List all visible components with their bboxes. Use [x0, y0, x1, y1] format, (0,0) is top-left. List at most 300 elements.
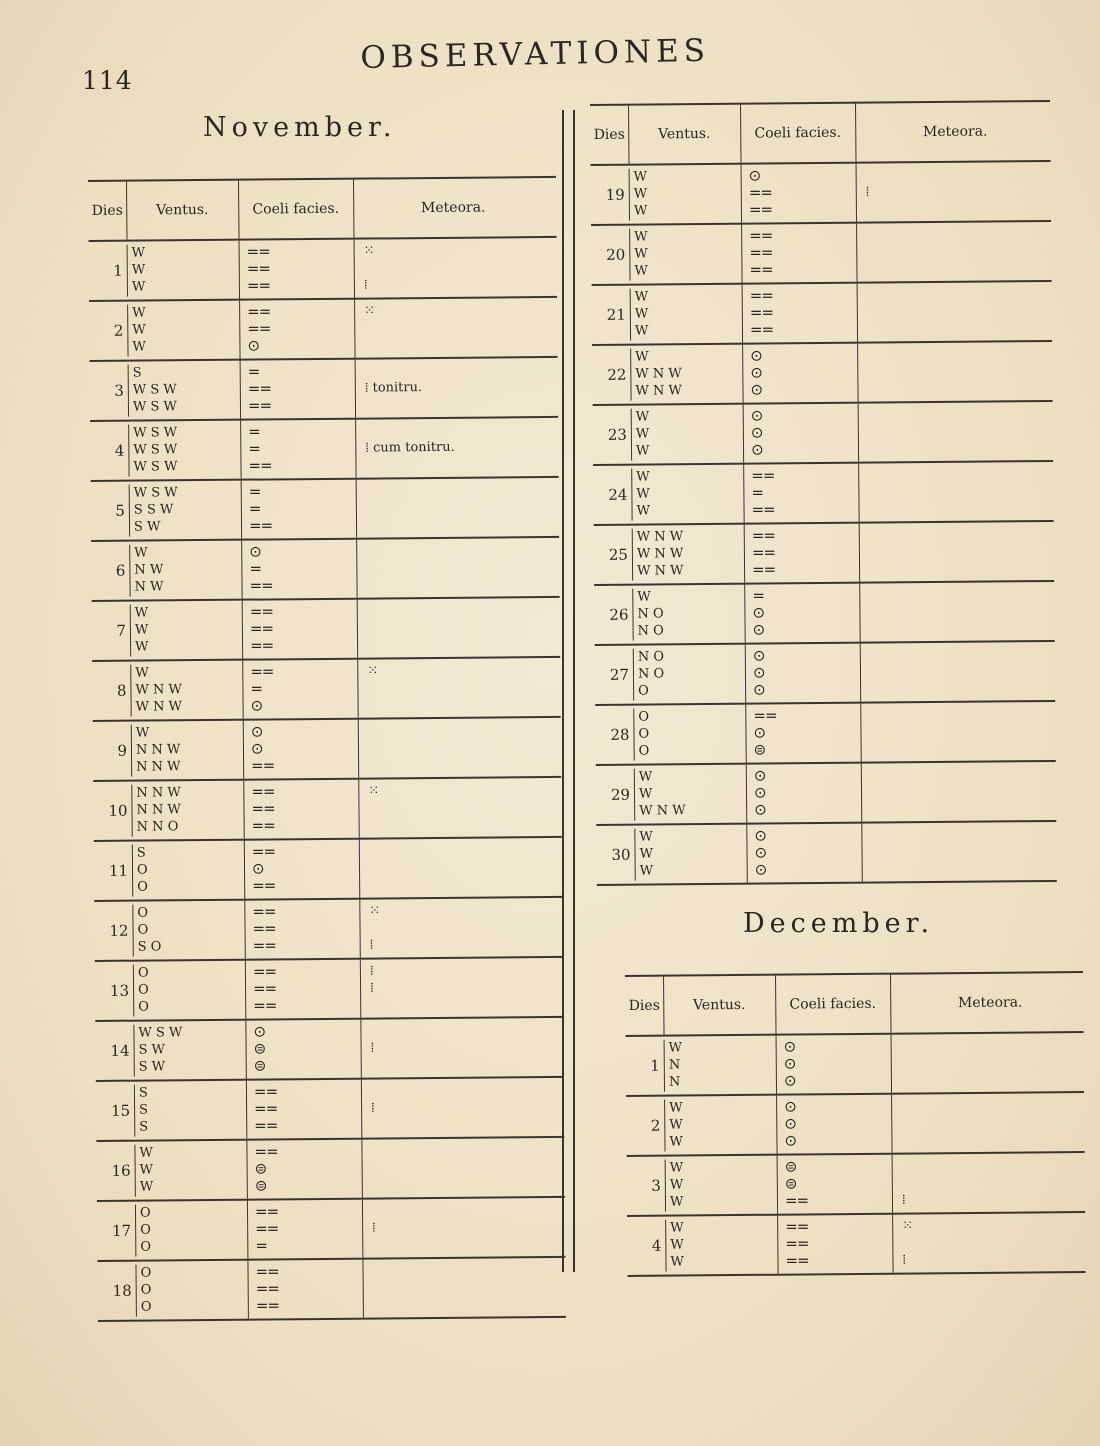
- wind-entry: O: [137, 905, 149, 921]
- wind-entry: W N W: [636, 529, 684, 545]
- meteora-entry: ⁞: [369, 963, 374, 979]
- wind-entry: N W: [134, 562, 164, 578]
- meteora-entry: [367, 678, 567, 697]
- day-number: 7: [116, 621, 127, 640]
- wind-entry: N: [668, 1074, 681, 1090]
- day-number: 4: [651, 1236, 662, 1255]
- table-row: [93, 718, 562, 782]
- sky-symbol: ==: [254, 1116, 278, 1135]
- sky-cell: [252, 843, 352, 896]
- table-row: [89, 298, 558, 362]
- table-row: [591, 222, 1052, 286]
- meteora-entry: [902, 1233, 1100, 1252]
- sky-symbol: ==: [251, 816, 275, 835]
- wind-entry: N W: [134, 579, 164, 595]
- wind-entry: S: [132, 365, 142, 381]
- wind-entry: W: [639, 829, 653, 845]
- meteora-entry: [867, 302, 1067, 321]
- wind-entry: W S W: [133, 459, 178, 475]
- table-header: [590, 100, 1051, 166]
- wind-cell: [632, 528, 742, 581]
- sky-cell: [752, 527, 852, 580]
- meteora-entry: ⁞: [370, 1040, 375, 1056]
- wind-entry: N N O: [136, 819, 179, 835]
- sky-symbol: ==: [248, 516, 273, 535]
- sky-symbol: ==: [254, 1202, 279, 1221]
- wind-entry: O: [140, 1299, 152, 1315]
- wind-entry: W: [633, 186, 648, 202]
- header-ventus: Ventus.: [657, 125, 711, 143]
- meteora-entry: [867, 345, 1067, 364]
- meteora-entry: [372, 1261, 572, 1280]
- wind-entry: O: [137, 965, 149, 981]
- day-number: 4: [114, 441, 125, 460]
- meteora-entry: [901, 1113, 1100, 1132]
- wind-cell: [133, 1024, 243, 1077]
- meteora-cell: [867, 345, 1067, 399]
- sky-symbol: ⊜: [253, 1056, 266, 1075]
- meteora-cell: [371, 1081, 571, 1135]
- meteora-entry: [871, 765, 1071, 784]
- sky-symbol: ==: [785, 1217, 809, 1236]
- header-ventus: Ventus.: [155, 201, 209, 219]
- meteora-entry: [367, 635, 567, 654]
- sky-symbol: ==: [255, 1219, 279, 1238]
- wind-entry: W: [634, 323, 649, 339]
- meteora-entry: [869, 559, 1069, 578]
- meteora-entry: [364, 335, 564, 354]
- wind-entry: W: [636, 486, 650, 502]
- meteora-cell: [367, 661, 567, 715]
- sky-symbol: =: [249, 559, 262, 578]
- meteora-entry: [866, 259, 1066, 278]
- sky-symbol: ⊙: [250, 696, 263, 715]
- sky-cell: [255, 1203, 355, 1256]
- wind-entry: O: [638, 743, 650, 759]
- day-number: 8: [116, 681, 127, 700]
- meteora-cell: [901, 1036, 1100, 1090]
- sky-symbol: ==: [749, 320, 774, 339]
- day-number: 17: [111, 1221, 132, 1240]
- december-table: [625, 971, 1086, 1277]
- sky-symbol: ⊙: [752, 663, 765, 682]
- sky-symbol: ==: [252, 936, 276, 955]
- meteora-entry: [902, 1156, 1100, 1175]
- meteora-entry: ⁞: [369, 937, 374, 953]
- wind-entry: O: [638, 726, 650, 742]
- table-header: [625, 971, 1084, 1037]
- wind-entry: N N W: [135, 742, 181, 758]
- sky-symbol: ==: [247, 302, 271, 321]
- sky-symbol: ⊙: [783, 1054, 796, 1073]
- meteora-entry: ⁞: [865, 184, 870, 200]
- meteora-cell: [372, 1261, 572, 1315]
- table-row: [627, 1153, 1086, 1217]
- sky-cell: [785, 1158, 885, 1211]
- wind-cell: [634, 828, 744, 881]
- meteora-entry: [901, 1070, 1100, 1089]
- wind-cell: [664, 1039, 774, 1092]
- sky-symbol: ==: [251, 782, 275, 801]
- day-number: 3: [114, 381, 124, 400]
- day-number: 1: [113, 261, 123, 280]
- meteora-entry: [366, 541, 566, 560]
- sky-cell: [247, 303, 347, 356]
- meteora-entry: [869, 542, 1069, 561]
- sky-cell: [784, 1098, 884, 1151]
- meteora-cell: [364, 301, 564, 355]
- table-row: [97, 1258, 566, 1322]
- wind-entry: W: [635, 443, 650, 459]
- wind-entry: W N W: [635, 366, 682, 382]
- wind-entry: N N W: [136, 759, 181, 775]
- header-dies: Dies: [593, 126, 625, 143]
- meteora-entry: [871, 842, 1071, 861]
- wind-entry: S O: [137, 939, 162, 955]
- meteora-entry: ⁞: [372, 1220, 376, 1236]
- meteora-entry: ⁙: [363, 243, 375, 259]
- wind-entry: W S W: [138, 1025, 183, 1041]
- wind-entry: N O: [637, 623, 664, 639]
- wind-cell: [633, 648, 743, 701]
- meteora-entry: [871, 739, 1071, 758]
- sky-cell: [253, 963, 353, 1016]
- sky-symbol: ⊜: [784, 1174, 797, 1193]
- meteora-entry: [368, 721, 568, 740]
- wind-entry: W: [135, 639, 149, 655]
- meteora-entry: [365, 395, 565, 414]
- meteora-entry: [868, 405, 1068, 424]
- sky-symbol: ==: [749, 303, 774, 322]
- wind-entry: N O: [637, 606, 664, 622]
- wind-entry: W: [670, 1237, 684, 1253]
- meteora-cell: [370, 961, 570, 1015]
- meteora-entry: [872, 859, 1072, 878]
- wind-cell: [131, 724, 241, 777]
- sky-symbol: ==: [254, 1099, 278, 1118]
- wind-entry: W: [131, 279, 146, 295]
- wind-cell: [127, 304, 237, 357]
- meteora-entry: [371, 1055, 571, 1074]
- table-row: [593, 402, 1054, 466]
- meteora-cell: [871, 825, 1071, 879]
- sky-symbol: ==: [246, 276, 271, 295]
- wind-entry: O: [139, 1205, 151, 1221]
- wind-entry: N O: [637, 666, 665, 682]
- sky-symbol: ==: [749, 243, 773, 262]
- wind-entry: O: [137, 879, 148, 895]
- day-number: 19: [605, 185, 625, 204]
- sky-symbol: ⊙: [754, 843, 767, 862]
- wind-cell: [135, 1204, 245, 1257]
- november-table-continued: [590, 100, 1057, 886]
- sky-symbol: ⊜: [753, 740, 766, 759]
- meteora-entry: [370, 995, 570, 1014]
- sky-symbol: =: [751, 483, 764, 502]
- meteora-entry: ⁞: [369, 980, 374, 996]
- meteora-cell: [869, 525, 1069, 579]
- day-number: 24: [608, 485, 628, 504]
- meteora-cell: [868, 465, 1068, 519]
- meteora-entry: ⁞: [901, 1192, 906, 1208]
- wind-entry: W N W: [637, 563, 684, 579]
- wind-cell: [630, 348, 740, 401]
- meteora-entry: [366, 558, 566, 577]
- sky-cell: [250, 603, 350, 656]
- sky-symbol: ⊙: [249, 542, 261, 561]
- header-coeli: Coeli facies.: [789, 995, 877, 1013]
- wind-entry: W: [669, 1194, 684, 1210]
- meteora-entry: [368, 738, 568, 757]
- table-row: [591, 162, 1052, 226]
- sky-symbol: ⊙: [753, 723, 766, 742]
- wind-entry: W N W: [635, 383, 682, 399]
- november-heading: November.: [203, 112, 397, 143]
- sky-symbol: ==: [255, 1279, 279, 1298]
- sky-symbol: ==: [249, 636, 274, 655]
- meteora-entry: [871, 782, 1071, 801]
- wind-entry: W: [669, 1177, 684, 1193]
- sky-symbol: ==: [785, 1251, 809, 1270]
- sky-symbol: ==: [255, 1262, 279, 1281]
- wind-entry: W: [135, 725, 150, 741]
- meteora-entry: [869, 525, 1069, 544]
- meteora-cell: [368, 781, 568, 835]
- sky-symbol: ⊙: [784, 1114, 796, 1133]
- meteora-entry: ⁙: [368, 783, 380, 799]
- day-number: 13: [109, 981, 130, 1000]
- sky-cell: [753, 647, 853, 700]
- wind-entry: W: [634, 229, 648, 245]
- wind-entry: O: [138, 982, 149, 998]
- sky-symbol: ==: [247, 396, 272, 415]
- meteora-entry: [364, 258, 564, 277]
- meteora-entry: ⁙: [364, 303, 376, 319]
- wind-cell: [134, 1084, 244, 1137]
- sky-symbol: ==: [749, 286, 773, 305]
- wind-entry: O: [140, 1265, 152, 1281]
- wind-cell: [665, 1159, 775, 1212]
- meteora-cell: [369, 841, 569, 895]
- wind-entry: W: [634, 306, 649, 322]
- wind-cell: [634, 768, 744, 821]
- sky-symbol: ==: [251, 799, 275, 818]
- wind-cell: [128, 364, 238, 417]
- header-meteora: Meteora.: [957, 994, 1023, 1012]
- sky-cell: [249, 543, 349, 596]
- meteora-entry: [901, 1130, 1100, 1149]
- sky-symbol: ==: [753, 706, 777, 725]
- sky-symbol: =: [247, 362, 260, 381]
- wind-entry: W: [135, 665, 149, 681]
- sky-symbol: ⊙: [750, 423, 763, 442]
- table-header: [88, 176, 557, 242]
- sky-symbol: ⊙: [251, 859, 264, 878]
- header-meteora: Meteora.: [420, 199, 486, 217]
- day-number: 27: [609, 665, 630, 684]
- meteora-entry: [365, 421, 565, 440]
- meteora-cell: [871, 765, 1071, 819]
- meteora-entry: [901, 1096, 1100, 1115]
- wind-cell: [632, 588, 742, 641]
- wind-cell: [135, 1264, 245, 1317]
- table-row: [96, 1138, 565, 1202]
- meteora-entry: [866, 242, 1066, 261]
- meteora-entry: [868, 482, 1068, 501]
- wind-cell: [129, 484, 239, 537]
- day-number: 26: [609, 605, 629, 624]
- day-number: 2: [113, 321, 124, 340]
- wind-entry: W: [635, 409, 650, 425]
- meteora-entry: [369, 841, 569, 860]
- wind-entry: W: [635, 349, 649, 365]
- sky-symbol: ==: [250, 662, 274, 681]
- meteora-entry: [871, 825, 1071, 844]
- table-row: [90, 358, 559, 422]
- sky-cell: [247, 243, 347, 296]
- wind-entry: S W: [138, 1042, 166, 1058]
- meteora-entry: [867, 319, 1067, 338]
- day-number: 16: [111, 1161, 131, 1180]
- meteora-entry: [371, 1141, 571, 1160]
- wind-entry: W: [132, 322, 146, 338]
- wind-entry: S W: [138, 1059, 166, 1075]
- sky-cell: [250, 663, 350, 716]
- meteora-entry: [365, 361, 565, 380]
- meteora-cell: [866, 165, 1066, 219]
- wind-entry: W: [639, 846, 653, 862]
- header-ventus: Ventus.: [692, 996, 746, 1014]
- wind-entry: O: [136, 862, 148, 878]
- wind-entry: O: [638, 683, 649, 699]
- wind-entry: S: [138, 1085, 148, 1101]
- sky-symbol: ⊙: [754, 860, 767, 879]
- wind-cell: [132, 844, 242, 897]
- sky-cell: [749, 167, 849, 220]
- meteora-entry: [368, 755, 568, 774]
- meteora-entry: [366, 575, 566, 594]
- day-number: 25: [608, 545, 629, 564]
- meteora-entry: [868, 499, 1068, 518]
- sky-cell: [752, 587, 852, 640]
- day-number: 11: [108, 861, 129, 880]
- meteora-entry: [373, 1278, 573, 1297]
- table-row: [596, 762, 1057, 826]
- table-row: [97, 1198, 566, 1262]
- sky-symbol: ⊙: [752, 603, 765, 622]
- wind-entry: S: [136, 845, 146, 861]
- day-number: 3: [651, 1176, 661, 1195]
- header-dies: Dies: [628, 997, 660, 1014]
- wind-entry: S W: [133, 519, 161, 535]
- running-title: OBSERVATIONES: [360, 32, 711, 76]
- day-number: 5: [115, 501, 125, 520]
- table-row: [94, 838, 563, 902]
- sky-symbol: ==: [751, 543, 776, 562]
- wind-entry: O: [138, 999, 149, 1015]
- sky-symbol: ⊙: [748, 166, 761, 185]
- wind-entry: W: [669, 1134, 683, 1150]
- meteora-cell: [365, 361, 565, 415]
- november-table: [88, 176, 566, 1322]
- sky-symbol: ==: [252, 979, 277, 998]
- meteora-cell: [867, 285, 1067, 339]
- header-dies: Dies: [91, 202, 123, 219]
- wind-entry: W: [636, 503, 650, 519]
- wind-entry: W: [139, 1145, 153, 1161]
- table-row: [593, 462, 1054, 526]
- sky-symbol: ⊙: [250, 722, 263, 741]
- wind-entry: W S W: [133, 442, 178, 458]
- sky-symbol: ==: [252, 902, 276, 921]
- wind-entry: W: [633, 169, 648, 185]
- wind-entry: W: [633, 203, 648, 219]
- day-number: 1: [650, 1056, 660, 1075]
- sky-symbol: ⊙: [750, 346, 762, 365]
- wind-cell: [130, 604, 240, 657]
- wind-entry: W: [669, 1160, 684, 1176]
- meteora-entry: [371, 1081, 571, 1100]
- wind-entry: W N W: [636, 546, 684, 562]
- sky-symbol: ==: [249, 619, 274, 638]
- wind-entry: W: [634, 263, 648, 279]
- meteora-entry: [870, 662, 1070, 681]
- sky-symbol: ==: [751, 560, 776, 579]
- meteora-entry: [866, 199, 1066, 218]
- sky-symbol: ⊙: [250, 739, 263, 758]
- sky-symbol: ⊙: [753, 680, 765, 699]
- wind-entry: S: [139, 1102, 149, 1118]
- wind-cell: [134, 1144, 244, 1197]
- wind-entry: W: [131, 245, 146, 261]
- sky-symbol: ==: [784, 1191, 809, 1210]
- sky-symbol: ⊙: [754, 800, 766, 819]
- meteora-entry: [866, 165, 1066, 184]
- wind-entry: W: [132, 305, 146, 321]
- table-row: [95, 1018, 564, 1082]
- wind-entry: S: [139, 1119, 149, 1135]
- sky-cell: [254, 1143, 354, 1196]
- sky-cell: [749, 227, 849, 280]
- wind-entry: O: [638, 709, 650, 725]
- wind-entry: W S W: [132, 382, 177, 398]
- wind-entry: W: [638, 769, 653, 785]
- table-row: [91, 478, 560, 542]
- wind-cell: [629, 228, 739, 281]
- meteora-entry: [866, 225, 1066, 244]
- sky-symbol: ==: [251, 756, 275, 775]
- table-row: [626, 1093, 1085, 1157]
- wind-cell: [132, 904, 242, 957]
- wind-entry: W: [669, 1117, 683, 1133]
- meteora-entry: [367, 601, 567, 620]
- wind-cell: [128, 424, 238, 477]
- sky-symbol: =: [250, 679, 263, 698]
- wind-cell: [630, 288, 740, 341]
- wind-entry: W: [635, 426, 650, 442]
- sky-symbol: =: [248, 439, 261, 458]
- meteora-entry: [870, 722, 1070, 741]
- wind-entry: W: [132, 339, 146, 355]
- table-row: [626, 1033, 1085, 1097]
- sky-symbol: ⊙: [750, 380, 763, 399]
- meteora-cell: [370, 1021, 570, 1075]
- wind-entry: W: [637, 589, 651, 605]
- meteora-cell: [901, 1096, 1100, 1150]
- wind-entry: N: [668, 1057, 681, 1073]
- meteora-entry: [369, 815, 569, 834]
- meteora-entry: ⁞ cum tonitru.: [365, 439, 455, 456]
